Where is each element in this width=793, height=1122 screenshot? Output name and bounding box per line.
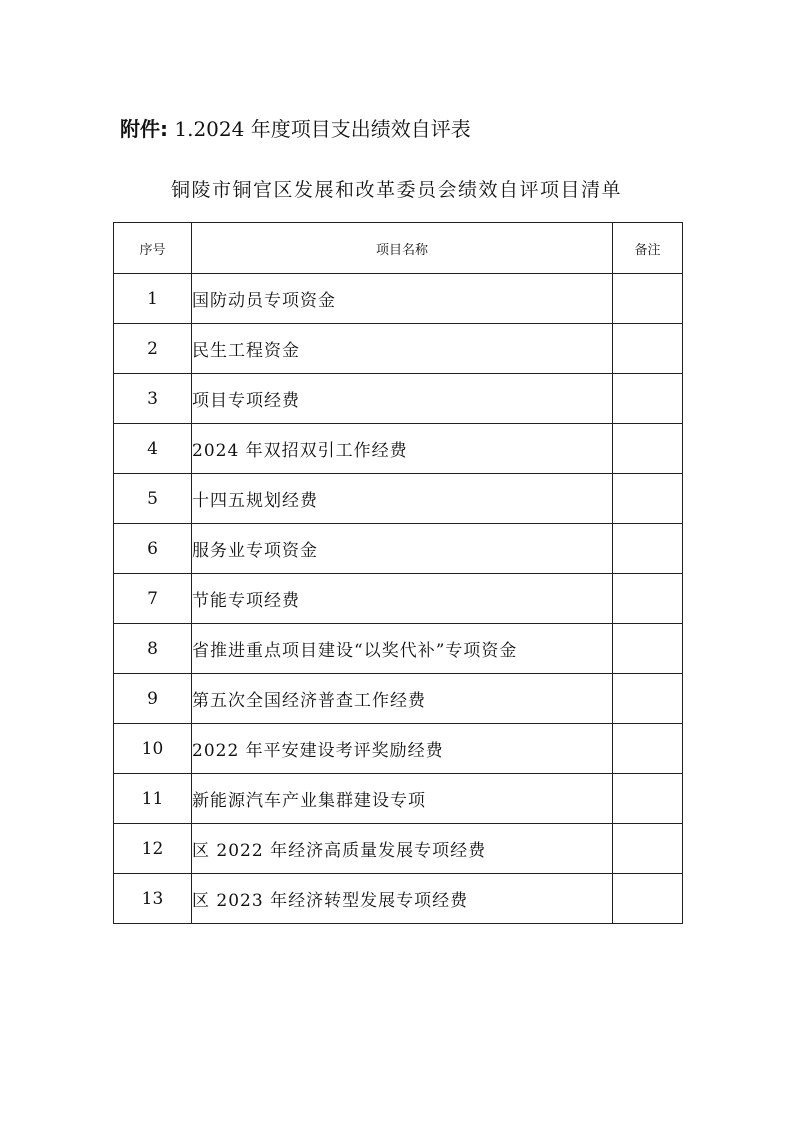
- column-header-number: 序号: [114, 223, 192, 274]
- project-name: 2022 年平安建设考评奖励经费: [192, 724, 613, 774]
- remarks-cell: [613, 524, 683, 574]
- table-row: [114, 624, 683, 674]
- row-number: 1: [114, 274, 192, 324]
- project-name: 省推进重点项目建设“以奖代补”专项资金: [192, 624, 613, 674]
- column-header-project-name: 项目名称: [192, 223, 613, 274]
- table-row: [114, 824, 683, 874]
- row-number: 3: [114, 374, 192, 424]
- table-row: [114, 774, 683, 824]
- row-number: 9: [114, 674, 192, 724]
- table-row: [114, 274, 683, 324]
- remarks-cell: [613, 824, 683, 874]
- remarks-cell: [613, 574, 683, 624]
- row-number: 11: [114, 774, 192, 824]
- row-number: 6: [114, 524, 192, 574]
- project-name: 节能专项经费: [192, 574, 613, 624]
- project-name: 项目专项经费: [192, 374, 613, 424]
- document-title: 铜陵市铜官区发展和改革委员会绩效自评项目清单: [170, 179, 622, 201]
- table-row: [114, 674, 683, 724]
- remarks-cell: [613, 274, 683, 324]
- attachment-line: [120, 114, 471, 144]
- project-name: 第五次全国经济普查工作经费: [192, 674, 613, 724]
- table-row: [114, 524, 683, 574]
- remarks-cell: [613, 874, 683, 924]
- project-name: 民生工程资金: [192, 324, 613, 374]
- row-number: 2: [114, 324, 192, 374]
- table-row: [114, 374, 683, 424]
- remarks-cell: [613, 474, 683, 524]
- column-header-remarks: 备注: [613, 223, 683, 274]
- project-name: 十四五规划经费: [192, 474, 613, 524]
- project-name: 区 2023 年经济转型发展专项经费: [192, 874, 613, 924]
- table-row: [114, 474, 683, 524]
- project-name: 新能源汽车产业集群建设专项: [192, 774, 613, 824]
- table-row: [114, 324, 683, 374]
- project-name: 2024 年双招双引工作经费: [192, 424, 613, 474]
- row-number: 12: [114, 824, 192, 874]
- remarks-cell: [613, 324, 683, 374]
- table-header-row: [114, 223, 683, 274]
- attachment-label: 附件:: [120, 117, 168, 141]
- project-name: 国防动员专项资金: [192, 274, 613, 324]
- table-row: [114, 874, 683, 924]
- row-number: 13: [114, 874, 192, 924]
- remarks-cell: [613, 774, 683, 824]
- project-name: 区 2022 年经济高质量发展专项经费: [192, 824, 613, 874]
- project-name: 服务业专项资金: [192, 524, 613, 574]
- row-number: 4: [114, 424, 192, 474]
- row-number: 5: [114, 474, 192, 524]
- attachment-text: 1.2024 年度项目支出绩效自评表: [174, 117, 471, 141]
- row-number: 7: [114, 574, 192, 624]
- table-row: [114, 724, 683, 774]
- table-row: [114, 574, 683, 624]
- row-number: 8: [114, 624, 192, 674]
- remarks-cell: [613, 624, 683, 674]
- remarks-cell: [613, 424, 683, 474]
- remarks-cell: [613, 724, 683, 774]
- project-list-table: [113, 222, 683, 924]
- table-row: [114, 424, 683, 474]
- remarks-cell: [613, 674, 683, 724]
- remarks-cell: [613, 374, 683, 424]
- row-number: 10: [114, 724, 192, 774]
